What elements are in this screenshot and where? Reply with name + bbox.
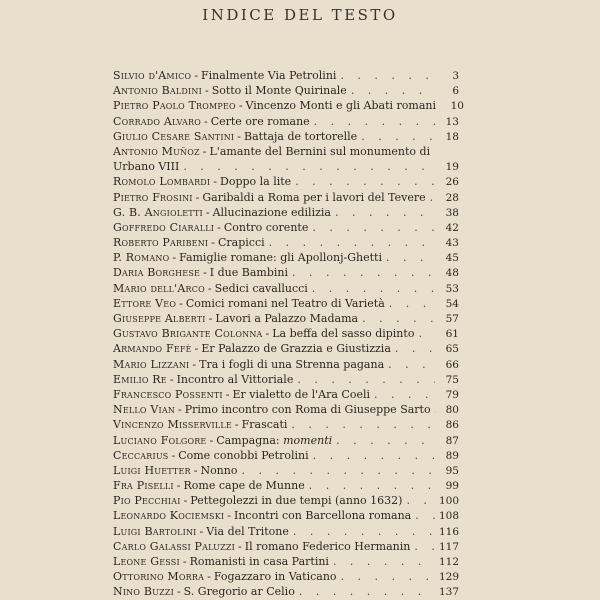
page-title: INDICE DEL TESTO — [202, 6, 398, 24]
entry-separator: - — [202, 144, 207, 158]
entry-page-number: 66 — [445, 358, 459, 371]
entry-title-text: Romanisti in casa Partini — [189, 555, 329, 569]
entry-title — [185, 402, 431, 417]
entry-author: Francesco Possenti — [113, 387, 223, 401]
entry-title-text: Allucinazione edilizia — [212, 205, 331, 219]
toc-entry — [113, 508, 459, 523]
entry-page-number: 95 — [445, 464, 459, 477]
entry-title — [190, 554, 329, 569]
entry-author: Nello Vian — [113, 403, 176, 417]
entry-separator: - — [172, 251, 177, 265]
entry-title-text: Frascati — [241, 418, 288, 432]
entry-author: Emilio Re — [113, 372, 167, 386]
entry-separator: - — [169, 372, 174, 386]
toc-entry — [113, 144, 459, 174]
entry-title-text: Sotto il Monte Quirinale — [211, 84, 347, 98]
toc-entry — [113, 190, 459, 205]
toc-entry — [113, 402, 459, 417]
entry-author: P. Romano — [113, 251, 170, 265]
toc-entry — [113, 326, 459, 341]
entry-title-text: Er vialetto de l'Ara Coeli — [232, 387, 370, 401]
entry-title — [234, 508, 411, 523]
dot-leader — [183, 159, 435, 174]
entry-separator: - — [176, 479, 181, 493]
entry-page-number: 13 — [445, 115, 459, 128]
entry-page-number: 45 — [445, 252, 459, 265]
dot-leader — [340, 68, 435, 83]
entry-author: Carlo Galassi Paluzzi — [113, 539, 235, 553]
entry-separator: - — [176, 585, 181, 599]
entry-author: Silvio d'Amico — [113, 69, 192, 82]
dot-leader — [312, 281, 435, 296]
dot-leader — [395, 341, 435, 356]
entry-page-number: 89 — [445, 449, 459, 462]
entry-title-text: Contro corente — [223, 220, 309, 234]
entry-author: Fra Piselli — [113, 479, 174, 493]
entry-page-number: 57 — [445, 313, 459, 326]
dot-leader — [335, 205, 435, 220]
toc-entry — [113, 220, 459, 235]
entry-title — [210, 265, 288, 280]
entry-title — [220, 174, 291, 189]
entry-title — [202, 190, 425, 205]
entry-title — [214, 569, 337, 584]
entry-page-number: 100 — [438, 495, 459, 508]
entry-title — [177, 372, 294, 387]
entry-page-number: 129 — [438, 571, 459, 584]
entry-author: Luigi Bartolini — [113, 524, 197, 538]
entry-title — [179, 250, 382, 265]
entry-page-number: 26 — [445, 176, 459, 189]
entry-page-number: 137 — [438, 586, 459, 599]
entry-title — [199, 357, 384, 372]
entry-title-text: Il romano Federico Hermanin — [244, 539, 411, 553]
entry-author: Antonio Baldini — [113, 84, 202, 98]
entry-author: Mario Lizzani — [113, 357, 190, 371]
toc-entry — [113, 524, 459, 539]
dot-leader — [414, 539, 435, 554]
entry-separator: - — [207, 281, 212, 295]
toc-entry — [113, 114, 459, 129]
entry-title-text: I due Bambini — [209, 266, 288, 280]
toc-entry — [113, 448, 459, 463]
entry-author: Pietro Paolo Trompeo — [113, 99, 236, 113]
entry-separator: - — [194, 342, 199, 356]
entry-author: Gustavo Brigante Colonna — [113, 327, 263, 341]
entry-page-number: 112 — [438, 556, 459, 569]
toc-entry — [113, 235, 459, 250]
dot-leader — [386, 250, 435, 265]
dot-leader — [291, 417, 435, 432]
dot-leader — [269, 235, 435, 250]
entry-author: Roberto Paribeni — [113, 236, 209, 250]
entry-page-number: 43 — [445, 237, 459, 250]
entry-page-number: 108 — [438, 510, 459, 523]
entry-title-text: La beffa del sasso dipinto — [272, 327, 415, 341]
entry-separator: - — [238, 539, 242, 553]
entry-separator: - — [211, 236, 215, 250]
dot-leader — [314, 114, 435, 129]
dot-leader — [333, 554, 435, 569]
toc-entry — [113, 68, 459, 83]
toc-entry — [113, 98, 464, 113]
entry-separator: - — [182, 555, 187, 569]
toc-entry — [113, 463, 459, 478]
entry-page-number: 116 — [438, 525, 459, 538]
entry-title — [212, 83, 347, 98]
entry-title — [218, 235, 265, 250]
toc-entry — [113, 129, 459, 144]
entry-page-number: 80 — [445, 404, 459, 417]
entry-title-text: Finalmente Via Petrolini — [200, 69, 337, 82]
entry-title-text: Crapicci — [218, 236, 265, 250]
dot-leader — [293, 524, 435, 539]
toc-entry — [113, 493, 459, 508]
entry-author: Leonardo Kociemski — [113, 509, 225, 523]
entry-title — [213, 205, 331, 220]
entry-author: Ceccarius — [113, 448, 169, 462]
entry-title — [244, 129, 357, 144]
entry-separator: - — [237, 129, 241, 143]
entry-title-text: Vincenzo Monti e gli Abati romani — [245, 99, 436, 113]
entry-author: Pietro Frosini — [113, 190, 193, 204]
entry-separator: - — [199, 524, 204, 538]
entry-title-text: L'amante del Bernini sul monumento di — [209, 144, 431, 158]
dot-leader — [299, 584, 435, 599]
toc-entry — [113, 433, 459, 448]
entry-author: Daria Borghese — [113, 266, 201, 280]
toc-entry — [113, 554, 459, 569]
dot-leader — [361, 129, 435, 144]
entry-title — [201, 341, 391, 356]
entry-title — [210, 144, 431, 159]
entry-title-text: Garibaldi a Roma per i lavori del Tevere — [202, 190, 426, 204]
dot-leader — [309, 478, 435, 493]
entry-title-text: S. Gregorio ar Celio — [183, 585, 295, 599]
entry-page-number: 19 — [445, 161, 459, 174]
dot-leader — [297, 372, 435, 387]
entry-title — [272, 326, 414, 341]
dot-leader — [389, 296, 435, 311]
entry-title-text: Pettegolezzi in due tempi (anno 1632) — [190, 494, 403, 508]
entry-page-number: 75 — [445, 373, 459, 386]
entry-title-text: Via del Tritone — [206, 524, 289, 538]
toc-entry — [113, 281, 459, 296]
entry-author: Leone Gessi — [113, 555, 180, 569]
entry-author: Vincenzo Misserville — [113, 418, 232, 432]
entry-page-number: 38 — [445, 206, 459, 219]
entry-title-text: Campagna: — [216, 433, 280, 447]
entry-title — [211, 114, 310, 129]
entry-title-text: Incontro al Vittoriale — [176, 372, 294, 386]
entry-author: Antonio Muñoz — [113, 144, 200, 158]
entry-author: Giuseppe Alberti — [113, 312, 206, 326]
toc-entry — [113, 83, 459, 98]
table-of-contents — [113, 68, 464, 600]
entry-title-italic: momenti — [283, 433, 333, 447]
entry-separator: - — [204, 84, 209, 98]
entry-title-text: Sedici cavallucci — [214, 281, 308, 295]
entry-title — [201, 68, 336, 83]
entry-title-text: Primo incontro con Roma di Giuseppe Sarto — [184, 403, 431, 417]
entry-page-number: 28 — [445, 191, 459, 204]
entry-title-text: Comici romani nel Teatro di Varietà — [185, 296, 385, 310]
dot-leader — [430, 190, 435, 205]
entry-author: Pio Pecchiai — [113, 494, 181, 508]
dot-leader — [374, 387, 435, 402]
dot-leader — [292, 265, 435, 280]
entry-title — [215, 281, 308, 296]
entry-title — [178, 448, 308, 463]
dot-leader — [295, 174, 435, 189]
toc-entry — [113, 357, 459, 372]
entry-author: Corrado Alvaro — [113, 114, 201, 128]
toc-entry — [113, 539, 459, 554]
toc-entry — [113, 341, 459, 356]
entry-author: Luigi Huetter — [113, 463, 191, 477]
entry-title-text: Famiglie romane: gli Apollonj-Ghetti — [179, 251, 382, 265]
entry-author: Giulio Cesare Santini — [113, 129, 235, 143]
toc-entry — [113, 478, 459, 493]
toc-entry — [113, 569, 459, 584]
toc-entry — [113, 311, 459, 326]
entry-author: Ottorino Morra — [113, 570, 205, 584]
entry-separator: - — [171, 448, 176, 462]
dot-leader — [388, 357, 435, 372]
entry-page-number: 65 — [445, 343, 459, 356]
entry-separator: - — [227, 509, 231, 523]
entry-title — [184, 584, 295, 599]
entry-title-continued: Urbano VIII — [113, 160, 180, 174]
entry-page-number: 79 — [445, 388, 459, 401]
entry-separator: - — [207, 570, 211, 584]
entry-separator: - — [193, 463, 198, 477]
entry-title — [246, 98, 436, 113]
entry-separator: - — [238, 99, 243, 113]
entry-page-number: 61 — [445, 328, 459, 341]
entry-author: Luciano Folgore — [113, 433, 207, 447]
entry-separator: - — [213, 175, 217, 189]
entry-page-number: 6 — [452, 85, 459, 98]
toc-entry — [113, 417, 459, 432]
entry-author: Nino Buzzi — [113, 585, 174, 599]
toc-entry — [113, 584, 459, 599]
entry-author: G. B. Angioletti — [113, 205, 203, 219]
entry-separator: - — [225, 387, 230, 401]
entry-author: Armando Fefè — [113, 342, 192, 356]
entry-title — [215, 311, 358, 326]
toc-entry — [113, 205, 459, 220]
entry-title — [186, 296, 385, 311]
entry-page-number: 48 — [445, 267, 459, 280]
entry-separator: - — [178, 403, 182, 417]
entry-separator: - — [195, 190, 200, 204]
entry-title — [216, 433, 332, 448]
entry-title — [200, 463, 237, 478]
entry-title-text: Doppo la lite — [220, 175, 292, 189]
entry-title — [224, 220, 309, 235]
entry-title-text: Certe ore romane — [210, 114, 310, 128]
entry-title-text: Tra i fogli di una Strenna pagana — [199, 357, 385, 371]
dot-leader — [351, 83, 435, 98]
entry-title-text: Nonno — [200, 463, 238, 477]
entry-title — [242, 417, 288, 432]
entry-separator: - — [203, 114, 208, 128]
entry-title — [206, 524, 289, 539]
entry-title — [184, 478, 305, 493]
entry-page-number: 86 — [445, 419, 459, 432]
entry-title — [233, 387, 371, 402]
entry-author: Ettore Veo — [113, 296, 177, 310]
entry-separator: - — [179, 296, 183, 310]
entry-separator: - — [183, 494, 188, 508]
entry-title-text: Lavori a Palazzo Madama — [215, 312, 359, 326]
dot-leader — [418, 326, 435, 341]
entry-title-text: Incontri con Barcellona romana — [234, 509, 412, 523]
dot-leader — [415, 508, 435, 523]
entry-page-number: 10 — [450, 100, 464, 113]
toc-entry — [113, 387, 459, 402]
entry-page-number: 18 — [445, 130, 459, 143]
entry-author: Mario dell'Arco — [113, 281, 205, 295]
entry-author: Romolo Lombardi — [113, 175, 211, 189]
toc-entry — [113, 296, 459, 311]
entry-page-number: 99 — [445, 480, 459, 493]
entry-separator: - — [234, 418, 239, 432]
entry-page-number: 3 — [452, 70, 459, 82]
toc-entry — [113, 174, 459, 189]
dot-leader — [336, 433, 435, 448]
dot-leader — [241, 463, 435, 478]
entry-page-number: 42 — [445, 221, 459, 234]
dot-leader — [313, 448, 435, 463]
dot-leader — [312, 220, 435, 235]
toc-entry — [113, 265, 459, 280]
entry-page-number: 117 — [438, 540, 459, 553]
entry-page-number: 54 — [445, 297, 459, 310]
toc-entry — [113, 250, 459, 265]
entry-separator: - — [265, 327, 270, 341]
entry-separator: - — [194, 69, 198, 82]
entry-separator: - — [205, 205, 210, 219]
entry-author: Goffredo Ciaralli — [113, 220, 215, 234]
entry-separator: - — [217, 220, 221, 234]
dot-leader — [406, 493, 435, 508]
entry-title — [190, 493, 402, 508]
entry-title-text: Fogazzaro in Vaticano — [213, 570, 337, 584]
entry-page-number: 87 — [445, 434, 459, 447]
entry-title-text: Er Palazzo de Grazzia e Giustizzia — [201, 342, 391, 356]
entry-separator: - — [203, 266, 207, 280]
entry-page-number: 53 — [445, 282, 459, 295]
entry-title — [245, 539, 411, 554]
toc-entry — [113, 372, 459, 387]
dot-leader — [341, 569, 435, 584]
entry-title-text: Battaja de tortorelle — [243, 129, 358, 143]
entry-separator: - — [192, 357, 197, 371]
entry-title-text: Rome cape de Munne — [183, 479, 305, 493]
entry-separator: - — [208, 312, 213, 326]
entry-title-text: Come conobbi Petrolini — [178, 448, 309, 462]
entry-separator: - — [209, 433, 214, 447]
dot-leader — [362, 311, 435, 326]
